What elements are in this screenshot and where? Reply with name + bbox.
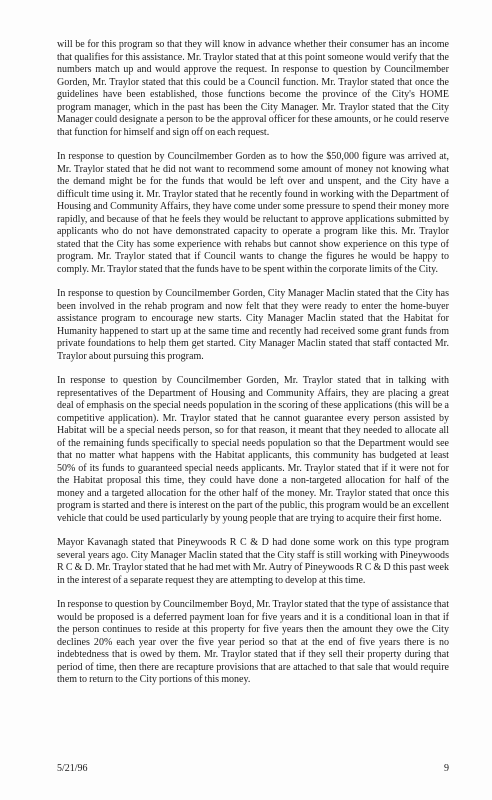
footer-date: 5/21/96	[57, 763, 88, 774]
paragraph-4: In response to question by Councilmember Gorden, Mr. Traylor stated that in talking with representatives of the Department of Housing and Community Affairs, they are placing a great deal of emphasis on the special needs population in the scoring of these applications (this will be a competitive application). Mr. Traylor stated that he cannot guarantee every person assisted by Habitat will be a special needs person, so for that reason, it meant that they needed to allocate all of the remaining funds specifically to special needs population so that the Department would see that no matter what happens with the Habitat applicants, this community has budgeted at least 50% of its funds to guaranteed special needs applicants. Mr. Traylor stated that if it were not for the Habitat proposal this time, they could have done a non-targeted allocation for half of the money and a targeted allocation for the other half of the money. Mr. Traylor stated that once this program is started and there is interest on the part of the public, this program would be an excellent vehicle that could be used particularly by young people that are trying to acquire their first home.	[57, 375, 449, 524]
paragraph-3: In response to question by Councilmember Gorden, City Manager Maclin stated that the City has been involved in the rehab program and now felt that they were ready to enter the home-buyer assistance program to encourage new starts. City Manager Maclin stated that the Habitat for Humanity happened to start up at the same time and recently had received some grant funds from private foundations to help them get started. City Manager Maclin stated that staff contacted Mr. Traylor about pursuing this program.	[57, 288, 449, 362]
paragraph-6: In response to question by Councilmember Boyd, Mr. Traylor stated that the type of assistance that would be proposed is a deferred payment loan for five years and it is a conditional loan in that if the person continues to reside at this property for five years then the amount they owe the City declines 20% each year over the five year period so that at the end of five years there is no indebtedness that is owed by them. Mr. Traylor stated that if they sell their property during that period of time, then there are recapture provisions that are attached to that sale that would require them to return to the City portions of this money.	[57, 599, 449, 685]
paragraph-1: will be for this program so that they will know in advance whether their consumer has an income that qualifies for this assistance. Mr. Traylor stated that at this point someone would verify that the numbers match up and would approve the request. In response to question by Councilmember Gorden, Mr. Traylor stated that this could be a Council function. Mr. Traylor stated that once the guidelines have been established, those functions become the province of the City's HOME program manager, which in the past has been the City Manager. Mr. Traylor stated that the City Manager could designate a person to be the approval officer for these amounts, or he could reserve that function for himself and sign off on each request.	[57, 39, 449, 138]
paragraph-2: In response to question by Councilmember Gorden as to how the $50,000 figure was arrived at, Mr. Traylor stated that he did not want to recommend some amount of money not knowing what the demand might be for the funds that would be left over and unspent, and the City have a difficult time using it. Mr. Traylor stated that he recently found in working with the Department of Housing and Community Affairs, they have come under some pressure to spend their money more rapidly, and because of that he feels they would be reluctant to approve applications submitted by applicants who do not have demonstrated capacity to operate a program like this. Mr. Traylor stated that the City has some experience with rehabs but cannot show experience on this type of program. Mr. Traylor stated that if Council wants to change the figures he would be happy to comply. Mr. Traylor stated that the funds have to be spent within the corporate limits of the City.	[57, 151, 449, 275]
page-number: 9	[444, 763, 449, 774]
minutes-body	[57, 39, 449, 699]
paragraph-5: Mayor Kavanagh stated that Pineywoods R C & D had done some work on this type program several years ago. City Manager Maclin stated that the City staff is still working with Pineywoods R C & D. Mr. Traylor stated that he had met with Mr. Autry of Pineywoods R C & D this past week in the interest of a separate request they are attempting to develop at this time.	[57, 537, 449, 586]
